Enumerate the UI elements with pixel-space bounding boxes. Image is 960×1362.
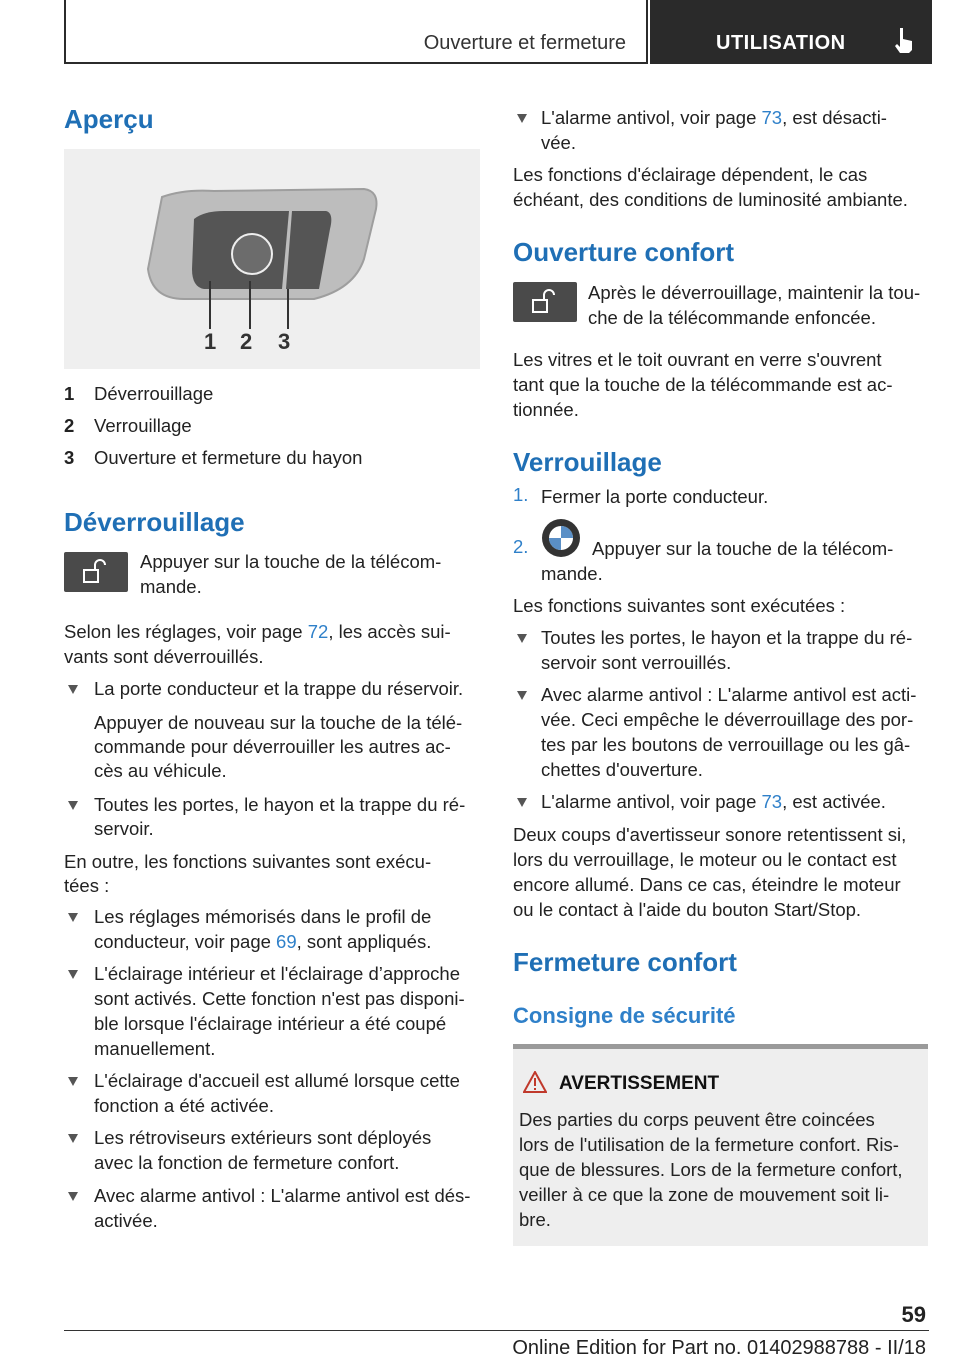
right-bullet-1-line-2: servoir sont verrouillés.: [541, 652, 732, 673]
bullet-1-line-2: Appuyer de nouveau sur la touche de la télé-: [94, 712, 463, 733]
bullet-4-line-1: L'éclairage intérieur et l'éclairage d’approche: [94, 963, 460, 984]
legend-num-3: 3: [64, 447, 75, 468]
unlock-key-text-2: mande.: [140, 576, 202, 597]
page-number: 59: [901, 1302, 926, 1327]
bullet-3-line-1: Les réglages mémorisés dans le profil de: [94, 906, 432, 927]
bullet-5-line-2: fonction a été activée.: [94, 1095, 274, 1116]
warning-line-2: lors de l'utilisation de la fermeture confort. Ris-: [519, 1134, 899, 1155]
warning-line-3: que de blessures. Lors de la fermeture confort,: [519, 1159, 903, 1180]
page-link-72[interactable]: 72: [307, 621, 329, 642]
confort-text-1: Après le déverrouillage, maintenir la tou-: [588, 282, 921, 303]
image-label-3: 3: [278, 329, 291, 354]
bullet-triangle: [517, 634, 527, 643]
vitres-line-1: Les vitres et le toit ouvrant en verre s'ouvrent: [513, 349, 882, 370]
bullet-6-line-2: avec la fonction de fermeture confort.: [94, 1152, 400, 1173]
header-chapter-tab: [650, 0, 932, 64]
bullet-triangle: [517, 798, 527, 807]
right-bullet-0-line-1: L'alarme antivol, voir page 73, est désacti-: [541, 107, 887, 128]
bullet-triangle: [68, 913, 78, 922]
bullet-7-line-2: activée.: [94, 1210, 158, 1231]
step-number-1: 1.: [513, 484, 529, 505]
bullet-4-line-2: sont activés. Cette fonction n'est pas disponi-: [94, 988, 465, 1009]
warning-line-5: bre.: [519, 1209, 551, 1230]
bullet-triangle: [517, 114, 527, 123]
page-link-73[interactable]: 73: [761, 107, 783, 128]
right-bullet-0-line-2: vée.: [541, 132, 576, 153]
bullet-triangle: [68, 685, 78, 694]
confort-text-2: che de la télécommande enfoncée.: [588, 307, 876, 328]
selon-line-2: vants sont déverrouillés.: [64, 646, 264, 667]
bullet-triangle: [68, 1077, 78, 1086]
bullet-3-line-2: conducteur, voir page 69, sont appliqués.: [94, 931, 432, 952]
bullet-triangle: [68, 970, 78, 979]
suivantes-line: Les fonctions suivantes sont exécutées :: [513, 595, 846, 616]
hand-pointer-icon: [892, 26, 916, 54]
unlock-key-icon: [513, 282, 577, 322]
footer-divider: [64, 1330, 929, 1331]
bmw-logo-icon: [541, 518, 581, 558]
selon-line-1: Selon les réglages, voir page 72, les accès sui-: [64, 621, 451, 642]
apercu-heading: Aperçu: [64, 104, 154, 134]
right-bullet-2-line-3: tes par les boutons de verrouillage ou les gâ-: [541, 734, 911, 755]
bullet-1-line-1: La porte conducteur et la trappe du réservoir.: [94, 678, 464, 699]
image-label-1: 1: [204, 329, 217, 354]
bullet-triangle: [68, 801, 78, 810]
remote-key-illustration: [64, 149, 480, 369]
warning-triangle-icon: [523, 1071, 547, 1093]
bullet-triangle: [517, 691, 527, 700]
outre-line-2: tées :: [64, 875, 110, 896]
warning-line-4: veiller à ce que la zone de mouvement soit li-: [519, 1184, 890, 1205]
step-1-text: Fermer la porte conducteur.: [541, 486, 769, 507]
bullet-2-line-1: Toutes les portes, le hayon et la trappe du ré-: [94, 794, 466, 815]
bullet-1-line-3: commande pour déverrouiller les autres ac-: [94, 736, 451, 757]
unlock-key-icon: [64, 552, 128, 592]
bullet-1-line-4: cès au véhicule.: [94, 760, 227, 781]
legend-num-2: 2: [64, 415, 75, 436]
fonctions-line-1: Les fonctions d'éclairage dépendent, le cas: [513, 164, 868, 185]
header-section-box: [64, 0, 648, 64]
warning-box: [513, 1044, 928, 1246]
bullet-2-line-2: servoir.: [94, 818, 154, 839]
footer-edition: Online Edition for Part no. 01402988788 - II/18: [512, 1337, 926, 1359]
fermeture-confort-heading: Fermeture confort: [513, 947, 737, 977]
deux-line-4: ou le contact à l'aide du bouton Start/Stop.: [513, 899, 862, 920]
consigne-heading: Consigne de sécurité: [513, 1003, 736, 1028]
vitres-line-2: tant que la touche de la télécommande est ac-: [513, 374, 893, 395]
remote-key-image: [64, 149, 480, 369]
fonctions-line-2: échéant, des conditions de luminosité ambiante.: [513, 189, 908, 210]
bullet-triangle: [68, 1192, 78, 1201]
header-section-title: Ouverture et fermeture: [423, 32, 626, 54]
bullet-5-line-1: L'éclairage d'accueil est allumé lorsque cette: [94, 1070, 460, 1091]
bullet-7-line-1: Avec alarme antivol : L'alarme antivol est dés-: [94, 1185, 471, 1206]
deux-line-1: Deux coups d'avertisseur sonore retentissent si,: [513, 824, 907, 845]
bullet-6-line-1: Les rétroviseurs extérieurs sont déployés: [94, 1127, 432, 1148]
legend-text-3: Ouverture et fermeture du hayon: [94, 447, 363, 468]
page-link-73[interactable]: 73: [761, 791, 783, 812]
warning-line-1: Des parties du corps peuvent être coincées: [519, 1109, 875, 1130]
right-bullet-2-line-4: chettes d'ouverture.: [541, 759, 703, 780]
outre-line-1: En outre, les fonctions suivantes sont exécu-: [64, 851, 432, 872]
image-label-2: 2: [240, 329, 253, 354]
bullet-triangle: [68, 1134, 78, 1143]
legend-num-1: 1: [64, 383, 75, 404]
right-bullet-2-line-1: Avec alarme antivol : L'alarme antivol est acti-: [541, 684, 917, 705]
vitres-line-3: tionnée.: [513, 399, 579, 420]
verrouillage-heading: Verrouillage: [513, 447, 662, 477]
legend-text-1: Déverrouillage: [94, 383, 214, 404]
page-link-69[interactable]: 69: [276, 931, 297, 952]
legend-text-2: Verrouillage: [94, 415, 192, 436]
right-bullet-2-line-2: vée. Ceci empêche le déverrouillage des por-: [541, 709, 914, 730]
header-chapter-label: UTILISATION: [716, 32, 846, 54]
step-number-2: 2.: [513, 536, 529, 557]
warning-title: AVERTISSEMENT: [559, 1073, 720, 1094]
step-2-text-2: mande.: [541, 563, 603, 584]
bullet-4-line-4: manuellement.: [94, 1038, 216, 1059]
bullet-4-line-3: ble lorsque l'éclairage intérieur a été coupé: [94, 1013, 447, 1034]
deverrouillage-heading: Déverrouillage: [64, 507, 245, 537]
unlock-key-text-1: Appuyer sur la touche de la télécom-: [140, 551, 442, 572]
deux-line-3: encore allumé. Dans ce cas, éteindre le moteur: [513, 874, 901, 895]
right-bullet-3-line-1: L'alarme antivol, voir page 73, est activée.: [541, 791, 886, 812]
ouverture-confort-heading: Ouverture confort: [513, 237, 735, 267]
deux-line-2: lors du verrouillage, le moteur ou le contact est: [513, 849, 897, 870]
step-2-text-1: Appuyer sur la touche de la télécom-: [592, 538, 894, 559]
right-bullet-1-line-1: Toutes les portes, le hayon et la trappe du ré-: [541, 627, 913, 648]
